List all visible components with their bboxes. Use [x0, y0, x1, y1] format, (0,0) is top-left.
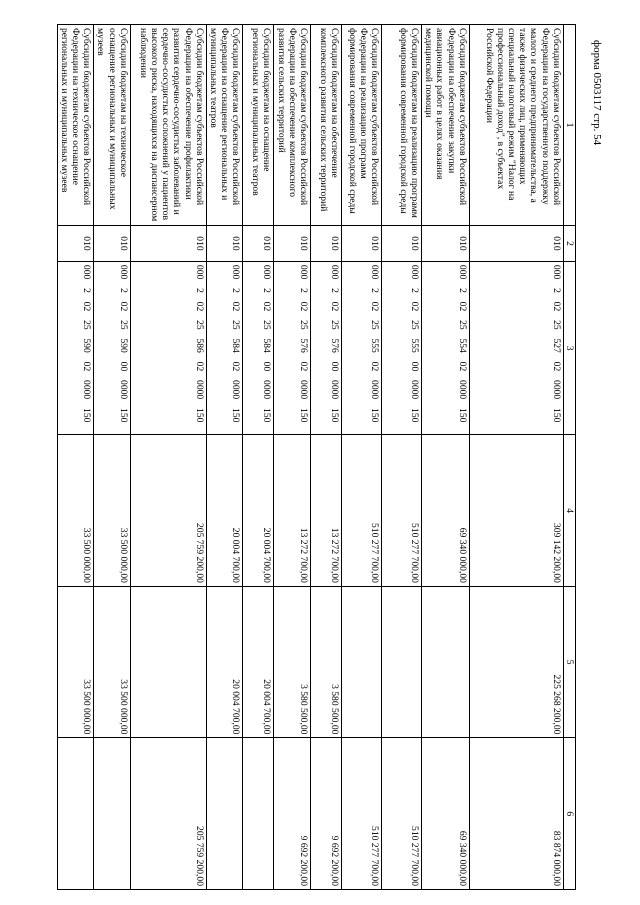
- table-row: [206, 25, 243, 890]
- amount-col-6: [57, 738, 94, 890]
- amount-col-6: 510 277 700,00: [341, 738, 381, 890]
- line-code: 010: [421, 226, 469, 262]
- amount-col-5: [341, 586, 381, 738]
- amount-col-6: 205 759 200,00: [130, 738, 206, 890]
- amount-col-6: 510 277 700,00: [381, 738, 421, 890]
- amount-col-5: [421, 586, 469, 738]
- amount-col-5: 33 500 000,00: [57, 586, 94, 738]
- line-code: 010: [310, 226, 341, 262]
- row-name: Субсидии бюджетам субъектов Российской Федерации на обеспечение комплексного развития сельских территорий: [274, 25, 311, 226]
- column-header-3: 3: [563, 261, 575, 435]
- approved-amount: 510 277 700,00: [381, 435, 421, 587]
- budget-code: 000 2 02 25 586 02 0000 150: [130, 261, 206, 435]
- line-code: 010: [469, 226, 563, 262]
- budget-code: 000 2 02 25 584 00 0000 150: [243, 261, 274, 435]
- column-header-4: 4: [563, 435, 575, 587]
- table-row: [341, 25, 381, 890]
- report-table-container: [58, 24, 576, 890]
- amount-col-5: 20 004 700,00: [243, 586, 274, 738]
- table-row: [274, 25, 311, 890]
- table-row: [130, 25, 206, 890]
- row-name: Субсидии бюджетам субъектов Российской Федерации на обеспечение закупки авиационных работ в целях оказания медицинской помощи: [421, 25, 469, 226]
- budget-code: 000 2 02 25 576 00 0000 150: [310, 261, 341, 435]
- table-row: [469, 25, 563, 890]
- row-name: Субсидии бюджетам субъектов Российской Федерации на техническое оснащение региональных и муниципальных музеев: [57, 25, 94, 226]
- row-name: Субсидии бюджетам на реализацию программ формирования современной городской среды: [381, 25, 421, 226]
- table-row: [381, 25, 421, 890]
- form-page-label: форма 0503117 стр. 54: [591, 40, 603, 146]
- row-name: Субсидии бюджетам субъектов Российской Федерации на обеспечение профилактики развития сердечно-сосудистых заболеваний и сердечно-сосудистых осложнений у пациентов высокого риска, находящихся на диспансерном наблюдении: [130, 25, 206, 226]
- amount-col-5: 20 004 700,00: [206, 586, 243, 738]
- amount-col-6: [94, 738, 131, 890]
- approved-amount: 33 500 000,00: [57, 435, 94, 587]
- amount-col-6: 9 692 200,00: [310, 738, 341, 890]
- approved-amount: 69 340 000,00: [421, 435, 469, 587]
- amount-col-5: [381, 586, 421, 738]
- budget-code: 000 2 02 25 554 02 0000 150: [421, 261, 469, 435]
- table-row: [310, 25, 341, 890]
- approved-amount: 20 004 700,00: [243, 435, 274, 587]
- header-row: [563, 25, 575, 890]
- approved-amount: 13 272 700,00: [310, 435, 341, 587]
- approved-amount: 309 142 200,00: [469, 435, 563, 587]
- amount-col-6: 83 874 000,00: [469, 738, 563, 890]
- amount-col-5: [130, 586, 206, 738]
- report-table: [57, 24, 576, 890]
- row-name: Субсидии бюджетам субъектов Российской Федерации на оснащение региональных и муниципальных театров: [206, 25, 243, 226]
- column-header-2: 2: [563, 226, 575, 262]
- row-name: Субсидии бюджетам на техническое оснащение региональных и муниципальных музеев: [94, 25, 131, 226]
- budget-code: 000 2 02 25 584 02 0000 150: [206, 261, 243, 435]
- row-name: Субсидии бюджетам субъектов Российской Федерации на государственную поддержку малого и среднего предпринимательства, а также физических лиц, применяющих специальный налоговый режим "Налог на профессиональный доход", в субъектах Российской Федерации: [469, 25, 563, 226]
- table-row: [243, 25, 274, 890]
- row-name: Субсидии бюджетам на оснащение региональных и муниципальных театров: [243, 25, 274, 226]
- line-code: 010: [206, 226, 243, 262]
- amount-col-6: 69 340 000,00: [421, 738, 469, 890]
- line-code: 010: [274, 226, 311, 262]
- amount-col-6: [243, 738, 274, 890]
- approved-amount: 510 277 700,00: [341, 435, 381, 587]
- table-row: [57, 25, 94, 890]
- budget-code: 000 2 02 25 555 00 0000 150: [381, 261, 421, 435]
- line-code: 010: [381, 226, 421, 262]
- column-header-1: 1: [563, 25, 575, 226]
- table-row: [94, 25, 131, 890]
- amount-col-5: 3 580 500,00: [274, 586, 311, 738]
- amount-col-6: 9 692 200,00: [274, 738, 311, 890]
- budget-code: 000 2 02 25 576 02 0000 150: [274, 261, 311, 435]
- line-code: 010: [57, 226, 94, 262]
- approved-amount: 20 004 700,00: [206, 435, 243, 587]
- amount-col-6: [206, 738, 243, 890]
- table-row: [421, 25, 469, 890]
- row-name: Субсидии бюджетам субъектов Российской Федерации на реализацию программ формирования современной городской среды: [341, 25, 381, 226]
- budget-code: 000 2 02 25 590 02 0000 150: [57, 261, 94, 435]
- column-header-5: 5: [563, 586, 575, 738]
- line-code: 010: [94, 226, 131, 262]
- approved-amount: 33 500 000,00: [94, 435, 131, 587]
- approved-amount: 205 759 200,00: [130, 435, 206, 587]
- line-code: 010: [341, 226, 381, 262]
- budget-code: 000 2 02 25 527 02 0000 150: [469, 261, 563, 435]
- row-name: Субсидии бюджетам на обеспечение комплексного развития сельских территорий: [310, 25, 341, 226]
- line-code: 010: [130, 226, 206, 262]
- amount-col-5: 33 500 000,00: [94, 586, 131, 738]
- approved-amount: 13 272 700,00: [274, 435, 311, 587]
- amount-col-5: 3 580 500,00: [310, 586, 341, 738]
- budget-code: 000 2 02 25 590 00 0000 150: [94, 261, 131, 435]
- budget-code: 000 2 02 25 555 02 0000 150: [341, 261, 381, 435]
- line-code: 010: [243, 226, 274, 262]
- column-header-6: 6: [563, 738, 575, 890]
- amount-col-5: 225 268 200,00: [469, 586, 563, 738]
